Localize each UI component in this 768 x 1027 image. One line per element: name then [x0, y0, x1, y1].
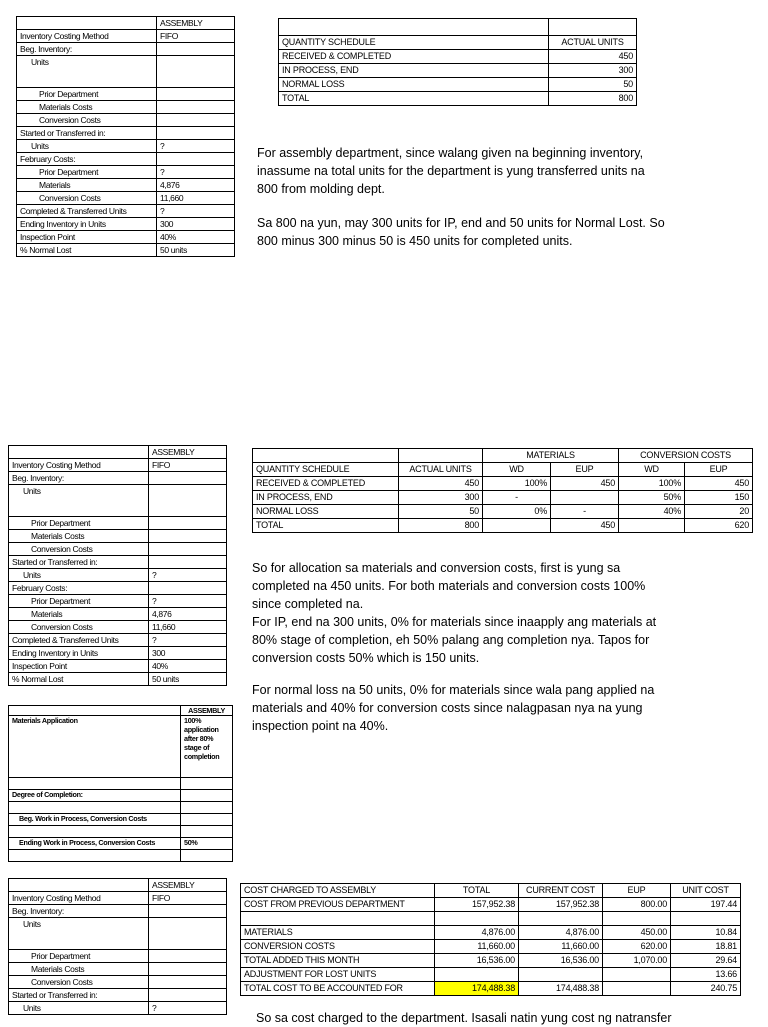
side-table-header: ASSEMBLY: [149, 446, 227, 459]
cost-cell-current: 174,488.38: [519, 982, 603, 996]
side-table-label: Prior Department: [9, 595, 149, 608]
side-table-value: [157, 127, 235, 140]
side-table-value: 40%: [149, 660, 227, 673]
side-table-label: Conversion Costs: [9, 621, 149, 634]
side-table-value: ?: [149, 595, 227, 608]
side-table-value: ?: [157, 205, 235, 218]
cost-cell-unit: 240.75: [671, 982, 741, 996]
side-table-row: [9, 892, 227, 905]
side-table-value: ?: [157, 140, 235, 153]
cost-cell-eup: 620.00: [603, 940, 671, 954]
cost-cell-unit: 13.66: [671, 968, 741, 982]
side-table-row: [17, 114, 235, 127]
qs1-row-units: 450: [549, 50, 637, 64]
qs1-header-label: QUANTITY SCHEDULE: [279, 36, 549, 50]
cost-charged-table-body: [241, 884, 741, 996]
side-table-value: 50 units: [149, 673, 227, 686]
side-table-label: Units: [9, 918, 149, 950]
side-table-value: [149, 543, 227, 556]
cost-cell-label: TOTAL COST TO BE ACCOUNTED FOR: [241, 982, 435, 996]
side-table-value: [149, 582, 227, 595]
qs2-col-label: QUANTITY SCHEDULE: [253, 463, 399, 477]
side-table-row: [17, 153, 235, 166]
side-table-value: ?: [149, 569, 227, 582]
qs2-col-conv-eup: EUP: [685, 463, 753, 477]
side-table-value: [149, 530, 227, 543]
qs1-row-units: 300: [549, 64, 637, 78]
qs2-col-mat-wd: WD: [483, 463, 551, 477]
qs2-row-mat-wd: 100%: [483, 477, 551, 491]
cost-table-row: [241, 982, 741, 996]
side-table-value: 11,660: [149, 621, 227, 634]
qs1-row-units: 50: [549, 78, 637, 92]
cost-cell-current: 4,876.00: [519, 926, 603, 940]
explanation-paragraph-4: For normal loss na 50 units, 0% for materials since wala pang applied na materials and 40% for conversion costs since nalagpasan nya na yung inspection point na 40%.: [252, 683, 655, 733]
cost-col-label: COST CHARGED TO ASSEMBLY: [241, 884, 435, 898]
side-table-value: 40%: [157, 231, 235, 244]
assembly-data-table-body: [17, 17, 235, 257]
cost-cell-unit: 18.81: [671, 940, 741, 954]
side-table-value: 50 units: [157, 244, 235, 257]
qs2-row-conv-wd: 100%: [619, 477, 685, 491]
side-table-row: [17, 218, 235, 231]
cost-cell-current: [519, 912, 603, 926]
side-table-row: [17, 88, 235, 101]
side-table-label: Units: [9, 569, 149, 582]
cost-cell-current: 16,536.00: [519, 954, 603, 968]
qs2-row-conv-eup: 450: [685, 477, 753, 491]
assembly-data-table-2: [8, 445, 227, 686]
cost-cell-unit: 10.84: [671, 926, 741, 940]
side-table-row: [9, 905, 227, 918]
side-table-row: [17, 166, 235, 179]
side-table-value: 11,660: [157, 192, 235, 205]
side-table-label: Materials Costs: [9, 963, 149, 976]
side-table-row: [9, 918, 227, 950]
side-table-label: Materials Costs: [17, 101, 157, 114]
cost-cell-total: [435, 968, 519, 982]
side-table-row: [17, 179, 235, 192]
cost-table-row: [241, 940, 741, 954]
side-table-row: [17, 43, 235, 56]
side-table-value: 300: [149, 647, 227, 660]
conversion-group-header: CONVERSION COSTS: [619, 449, 753, 463]
cost-table-row: [241, 954, 741, 968]
side-table-row: [9, 472, 227, 485]
cost-cell-total: 11,660.00: [435, 940, 519, 954]
side-table-value: ?: [149, 1002, 227, 1015]
side-table-value: ?: [157, 166, 235, 179]
cost-cell-total: 157,952.38: [435, 898, 519, 912]
side-table-label: Inspection Point: [17, 231, 157, 244]
qs2-col-mat-eup: EUP: [551, 463, 619, 477]
side-table-label: % Normal Lost: [9, 673, 149, 686]
side-table-label: Ending Inventory in Units: [9, 647, 149, 660]
cost-cell-eup: [603, 968, 671, 982]
cost-cell-total: 174,488.38: [435, 982, 519, 996]
side-table-label: Units: [17, 56, 157, 88]
cost-cell-label: COST FROM PREVIOUS DEPARTMENT: [241, 898, 435, 912]
side-table-label: February Costs:: [17, 153, 157, 166]
assembly-data-table-body: [9, 879, 227, 1015]
side-table-row: [9, 1002, 227, 1015]
qs2-row-mat-wd: [483, 519, 551, 533]
cost-table-row: [241, 898, 741, 912]
qs1-row-label: RECEIVED & COMPLETED: [279, 50, 549, 64]
side-table-value: [157, 88, 235, 101]
cost-cell-unit: [671, 912, 741, 926]
side-table-header: ASSEMBLY: [149, 879, 227, 892]
side-table-label: Beg. Inventory:: [17, 43, 157, 56]
cost-table-row: [241, 968, 741, 982]
side-table-header: ASSEMBLY: [157, 17, 235, 30]
qs2-row-mat-eup: [551, 491, 619, 505]
cost-col-total: TOTAL: [435, 884, 519, 898]
side-table-label: Units: [9, 1002, 149, 1015]
cost-cell-total: 16,536.00: [435, 954, 519, 968]
side-table-value: [149, 950, 227, 963]
qs1-row-label: IN PROCESS, END: [279, 64, 549, 78]
qs2-row-conv-wd: 40%: [619, 505, 685, 519]
side-table-value: [157, 43, 235, 56]
mat-app-value: 100% application after 80% stage of completion: [181, 716, 233, 778]
qs1-row-label: NORMAL LOSS: [279, 78, 549, 92]
mat-end-wip-value: 50%: [181, 838, 233, 850]
side-table-value: [149, 905, 227, 918]
cost-cell-current: 157,952.38: [519, 898, 603, 912]
side-table-row: [17, 30, 235, 43]
cost-cell-label: CONVERSION COSTS: [241, 940, 435, 954]
side-table-value: 4,876: [157, 179, 235, 192]
side-table-row: [9, 543, 227, 556]
side-table-label: Conversion Costs: [9, 976, 149, 989]
cost-cell-eup: [603, 982, 671, 996]
side-table-value: [149, 517, 227, 530]
qs2-col-units: ACTUAL UNITS: [399, 463, 483, 477]
qs2-col-conv-wd: WD: [619, 463, 685, 477]
eup-quantity-schedule-table: [252, 448, 753, 533]
side-table-label: Inventory Costing Method: [9, 459, 149, 472]
side-table-label: Beg. Inventory:: [9, 905, 149, 918]
side-table-value: [149, 485, 227, 517]
side-table-row: [17, 231, 235, 244]
side-table-row: [17, 244, 235, 257]
side-table-row: [9, 459, 227, 472]
qs2-row-label: TOTAL: [253, 519, 399, 533]
side-table-label: Prior Department: [9, 517, 149, 530]
side-table-label: Units: [9, 485, 149, 517]
side-table-label: February Costs:: [9, 582, 149, 595]
side-table-value: [149, 976, 227, 989]
side-table-row: [17, 205, 235, 218]
side-table-row: [9, 485, 227, 517]
cost-cell-unit: 29.64: [671, 954, 741, 968]
qs2-row-conv-eup: 20: [685, 505, 753, 519]
materials-application-table: [8, 705, 233, 862]
mat-end-wip-label: Ending Work in Process, Conversion Costs: [9, 838, 181, 850]
cost-col-unit: UNIT COST: [671, 884, 741, 898]
qs2-row-units: 450: [399, 477, 483, 491]
side-table-row: [9, 634, 227, 647]
side-table-label: Conversion Costs: [17, 192, 157, 205]
cost-table-row: [241, 926, 741, 940]
side-table-label: % Normal Lost: [17, 244, 157, 257]
cost-charged-table: [240, 883, 741, 996]
mat-beg-wip-label: Beg. Work in Process, Conversion Costs: [9, 814, 181, 826]
side-table-label: Prior Department: [17, 166, 157, 179]
side-table-label: Conversion Costs: [9, 543, 149, 556]
side-table-row: [17, 56, 235, 88]
side-table-label: Materials: [17, 179, 157, 192]
side-table-value: 300: [157, 218, 235, 231]
side-table-label: Units: [17, 140, 157, 153]
side-table-label: Completed & Transferred Units: [9, 634, 149, 647]
side-table-value: [157, 101, 235, 114]
side-table-row: [9, 621, 227, 634]
side-table-row: [9, 647, 227, 660]
side-table-value: FIFO: [149, 459, 227, 472]
qs2-row-units: 50: [399, 505, 483, 519]
qs2-row-units: 800: [399, 519, 483, 533]
side-table-label: Conversion Costs: [17, 114, 157, 127]
qs2-row-conv-wd: 50%: [619, 491, 685, 505]
cost-cell-label: ADJUSTMENT FOR LOST UNITS: [241, 968, 435, 982]
qs1-header-units: ACTUAL UNITS: [549, 36, 637, 50]
cost-cell-total: [435, 912, 519, 926]
side-table-value: [157, 153, 235, 166]
side-table-row: [9, 569, 227, 582]
cost-col-eup: EUP: [603, 884, 671, 898]
assembly-data-table-body: [9, 446, 227, 686]
cost-cell-label: [241, 912, 435, 926]
cost-cell-current: [519, 968, 603, 982]
side-table-row: [9, 660, 227, 673]
side-table-row: [17, 192, 235, 205]
side-table-row: [9, 673, 227, 686]
mat-app-label: Materials Application: [9, 716, 181, 778]
side-table-row: [17, 127, 235, 140]
side-table-row: [9, 976, 227, 989]
cost-cell-current: 11,660.00: [519, 940, 603, 954]
side-table-row: [9, 608, 227, 621]
side-table-label: Started or Transferred in:: [9, 989, 149, 1002]
explanation-paragraph-3: So for allocation sa materials and conversion costs, first is yung sa completed na 450 units. For both materials and conversion costs 100% since completed na. For IP, end na 300 units, 0% for materials since inaapply ang materials at 80% stage of completion, eh 50% palang ang completion nya. Tapos for conversion costs 50% which is 150 units.: [252, 561, 657, 665]
qs2-row-mat-wd: -: [483, 491, 551, 505]
side-table-value: [157, 114, 235, 127]
qs1-row-units: 800: [549, 92, 637, 106]
mat-header: ASSEMBLY: [181, 706, 233, 716]
side-table-row: [17, 140, 235, 153]
explanation-paragraph-2: Sa 800 na yun, may 300 units for IP, end and 50 units for Normal Lost. So 800 minus 300 minus 50 is 450 units for completed units.: [257, 216, 665, 248]
side-table-value: [149, 989, 227, 1002]
cost-cell-label: TOTAL ADDED THIS MONTH: [241, 954, 435, 968]
side-table-value: FIFO: [149, 892, 227, 905]
side-table-value: [149, 918, 227, 950]
side-table-row: [9, 582, 227, 595]
side-table-value: FIFO: [157, 30, 235, 43]
explanation-paragraph-5: So sa cost charged to the department. Isasali natin yung cost ng natransfer: [256, 1011, 672, 1025]
cost-cell-eup: 800.00: [603, 898, 671, 912]
cost-col-current: CURRENT COST: [519, 884, 603, 898]
side-table-label: Inspection Point: [9, 660, 149, 673]
side-table-value: 4,876: [149, 608, 227, 621]
side-table-label: Materials Costs: [9, 530, 149, 543]
side-table-value: [149, 472, 227, 485]
qs2-row-mat-eup: 450: [551, 519, 619, 533]
side-table-label: Materials: [9, 608, 149, 621]
side-table-label: Started or Transferred in:: [17, 127, 157, 140]
side-table-label: Inventory Costing Method: [17, 30, 157, 43]
side-table-value: ?: [149, 634, 227, 647]
side-table-value: [149, 556, 227, 569]
qs2-row-label: NORMAL LOSS: [253, 505, 399, 519]
side-table-label: Ending Inventory in Units: [17, 218, 157, 231]
materials-group-header: MATERIALS: [483, 449, 619, 463]
side-table-row: [9, 989, 227, 1002]
qs2-row-conv-eup: 620: [685, 519, 753, 533]
qs2-row-mat-eup: -: [551, 505, 619, 519]
side-table-value: [157, 56, 235, 88]
side-table-row: [9, 950, 227, 963]
qs2-row-conv-eup: 150: [685, 491, 753, 505]
qs2-row-mat-wd: 0%: [483, 505, 551, 519]
quantity-schedule-table: [278, 18, 637, 106]
side-table-row: [9, 556, 227, 569]
cost-cell-unit: 197.44: [671, 898, 741, 912]
side-table-row: [17, 101, 235, 114]
qs1-row-label: TOTAL: [279, 92, 549, 106]
cost-cell-eup: 1,070.00: [603, 954, 671, 968]
side-table-row: [9, 595, 227, 608]
side-table-label: Beg. Inventory:: [9, 472, 149, 485]
side-table-label: Prior Department: [17, 88, 157, 101]
qs2-row-units: 300: [399, 491, 483, 505]
side-table-value: [149, 963, 227, 976]
cost-cell-total: 4,876.00: [435, 926, 519, 940]
assembly-data-table-3: [8, 878, 227, 1015]
qs2-row-conv-wd: [619, 519, 685, 533]
side-table-label: Inventory Costing Method: [9, 892, 149, 905]
cost-cell-label: MATERIALS: [241, 926, 435, 940]
assembly-data-table-1: [16, 16, 235, 257]
qs2-row-mat-eup: 450: [551, 477, 619, 491]
mat-degree-label: Degree of Completion:: [9, 790, 181, 802]
side-table-row: [9, 530, 227, 543]
qs2-row-label: RECEIVED & COMPLETED: [253, 477, 399, 491]
cost-cell-eup: 450.00: [603, 926, 671, 940]
side-table-row: [9, 517, 227, 530]
cost-table-row: [241, 912, 741, 926]
side-table-label: Started or Transferred in:: [9, 556, 149, 569]
cost-cell-eup: [603, 912, 671, 926]
qs2-row-label: IN PROCESS, END: [253, 491, 399, 505]
explanation-paragraph-1: For assembly department, since walang given na beginning inventory, inassume na total units for the department is yung transferred units na 800 from molding dept.: [257, 146, 645, 196]
side-table-label: Completed & Transferred Units: [17, 205, 157, 218]
side-table-label: Prior Department: [9, 950, 149, 963]
side-table-row: [9, 963, 227, 976]
